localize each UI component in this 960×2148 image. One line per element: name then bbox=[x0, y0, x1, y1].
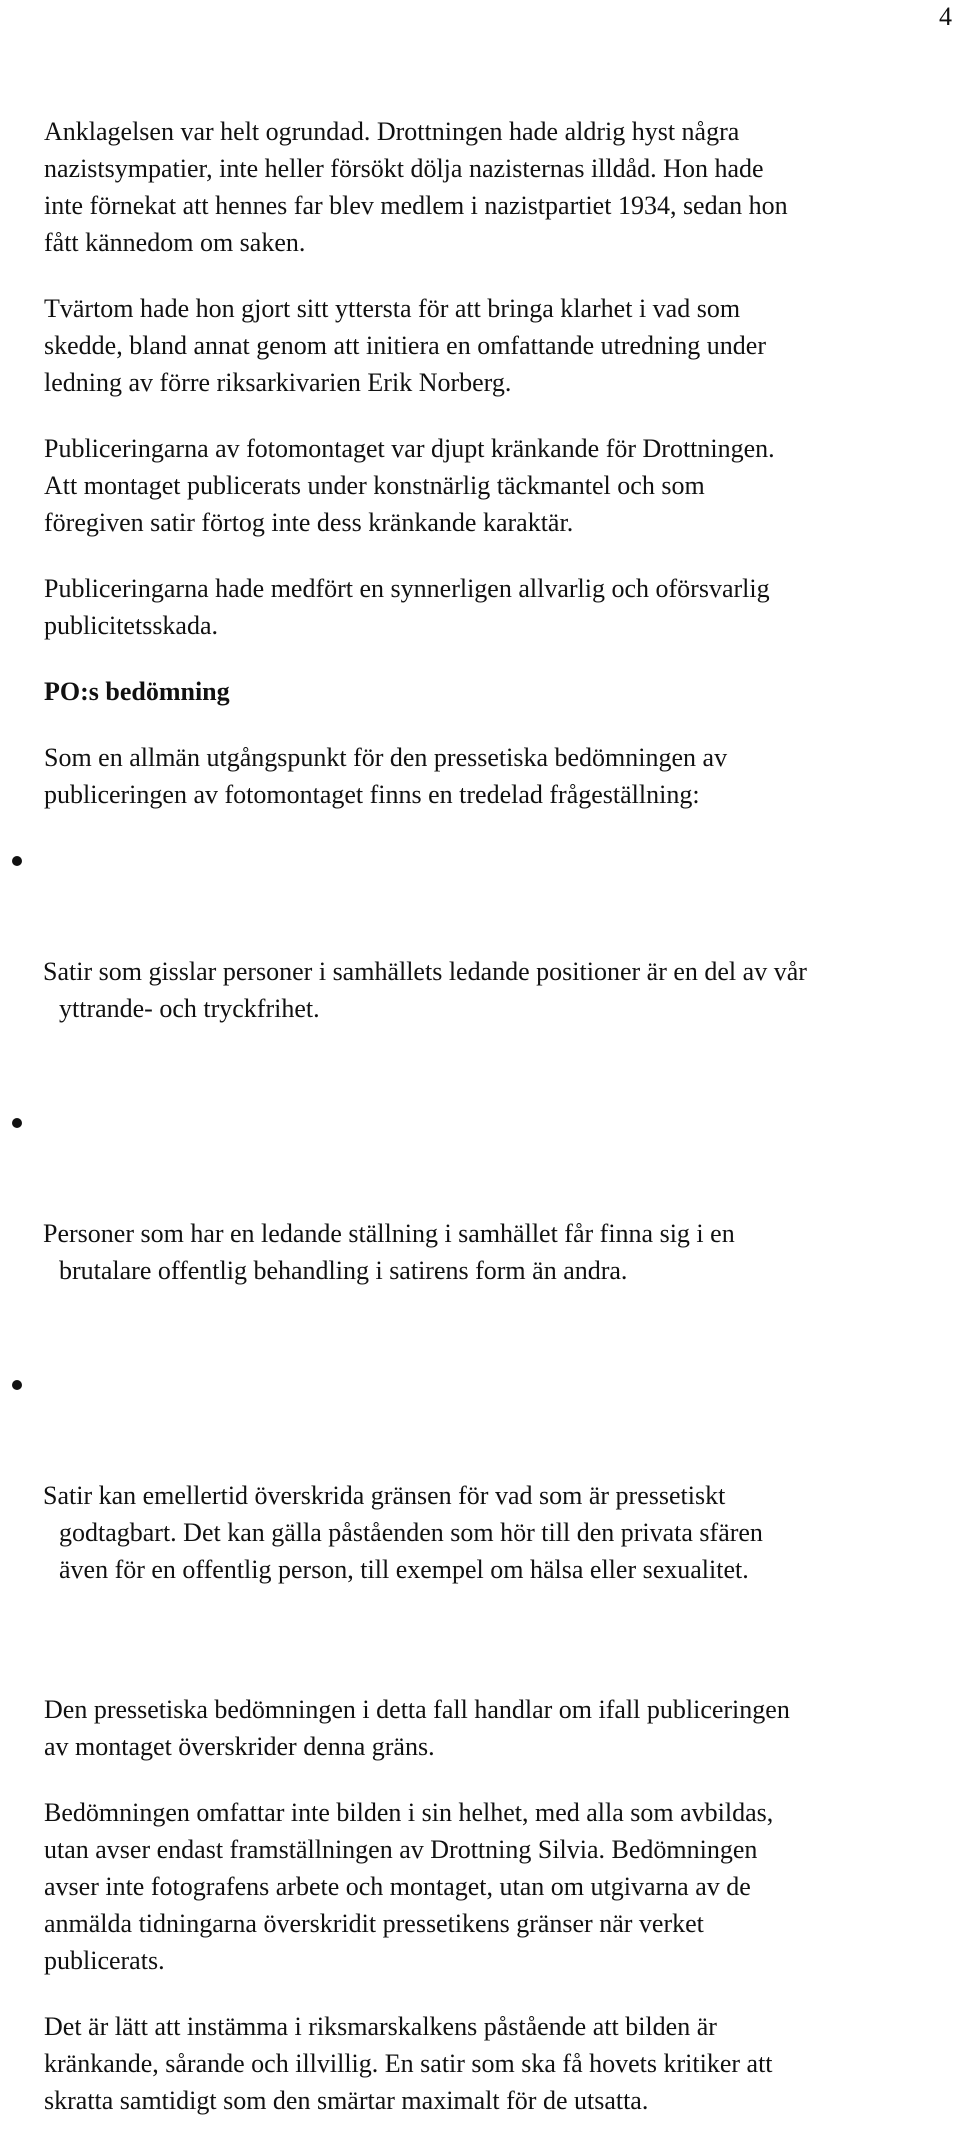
paragraph: Tvärtom hade hon gjort sitt yttersta för att bringa klarhet i vad som skedde, bland annat genom att initiera en omfattande utredning under ledning av förre riksarkivarien Erik Norberg. bbox=[44, 294, 766, 397]
list-item-first-line: Satir kan emellertid överskrida gränsen för vad som är pressetiskt bbox=[43, 1481, 726, 1510]
list-item-text bbox=[43, 1178, 949, 1326]
document-body bbox=[44, 113, 949, 2148]
page-number: 4 bbox=[939, 2, 952, 31]
paragraph: Publiceringarna av fotomontaget var djupt kränkande för Drottningen. Att montaget publicerats under konstnärlig täckmantel och som föregiven satir förtog inte dess kränkande karaktär. bbox=[44, 434, 775, 537]
list-item-text bbox=[43, 916, 949, 1064]
bullet-icon bbox=[12, 856, 22, 866]
list-item bbox=[28, 842, 949, 1101]
list-item-continuation: yttrande- och tryckfrihet. bbox=[59, 994, 320, 1023]
intro-paragraph: Som en allmän utgångspunkt för den pressetiska bedömningen av publiceringen av fotomontaget finns en tredelad frågeställning: bbox=[44, 743, 728, 809]
paragraph: Publiceringarna hade medfört en synnerligen allvarlig och oförsvarlig publicitetsskada. bbox=[44, 574, 770, 640]
list-item-text bbox=[43, 1440, 949, 1625]
paragraph: Bedömningen omfattar inte bilden i sin helhet, med alla som avbildas, utan avser endast framställningen av Drottning Silvia. Bedömningen avser inte fotografens arbete och montaget, utan om utgivarna av de anmälda tidningarna överskridit pressetikens gränser när verket publicerats. bbox=[44, 1798, 774, 1975]
paragraph: Det är lätt att instämma i riksmarskalkens påstående att bilden är kränkande, sårande och illvillig. En satir som ska få hovets kritiker att skratta samtidigt som den smärtar maximalt för de utsatta. bbox=[44, 2012, 773, 2115]
bullet-icon bbox=[12, 1118, 22, 1128]
list-item-continuation: brutalare offentlig behandling i satirens form än andra. bbox=[59, 1256, 628, 1285]
paragraph: Anklagelsen var helt ogrundad. Drottningen hade aldrig hyst några nazistsympatier, inte heller försökt dölja nazisternas illdåd. Hon hade inte förnekat att hennes far blev medlem i nazistpartiet 1934, sedan hon fått kännedom om saken. bbox=[44, 117, 788, 257]
list-item bbox=[28, 1366, 949, 1662]
bullet-icon bbox=[12, 1380, 22, 1390]
list-item-first-line: Satir som gisslar personer i samhällets ledande positioner är en del av vår bbox=[43, 957, 807, 986]
paragraph: Den pressetiska bedömningen i detta fall handlar om ifall publiceringen av montaget överskrider denna gräns. bbox=[44, 1695, 790, 1761]
list-item-first-line: Personer som har en ledande ställning i samhället får finna sig i en bbox=[43, 1219, 735, 1248]
list-item bbox=[28, 1104, 949, 1363]
section-heading: PO:s bedömning bbox=[44, 677, 230, 706]
list-item-continuation: godtagbart. Det kan gälla påståenden som hör till den privata sfären även för en offentlig person, till exempel om hälsa eller sexualitet. bbox=[59, 1518, 763, 1584]
bullet-list bbox=[28, 842, 949, 1662]
